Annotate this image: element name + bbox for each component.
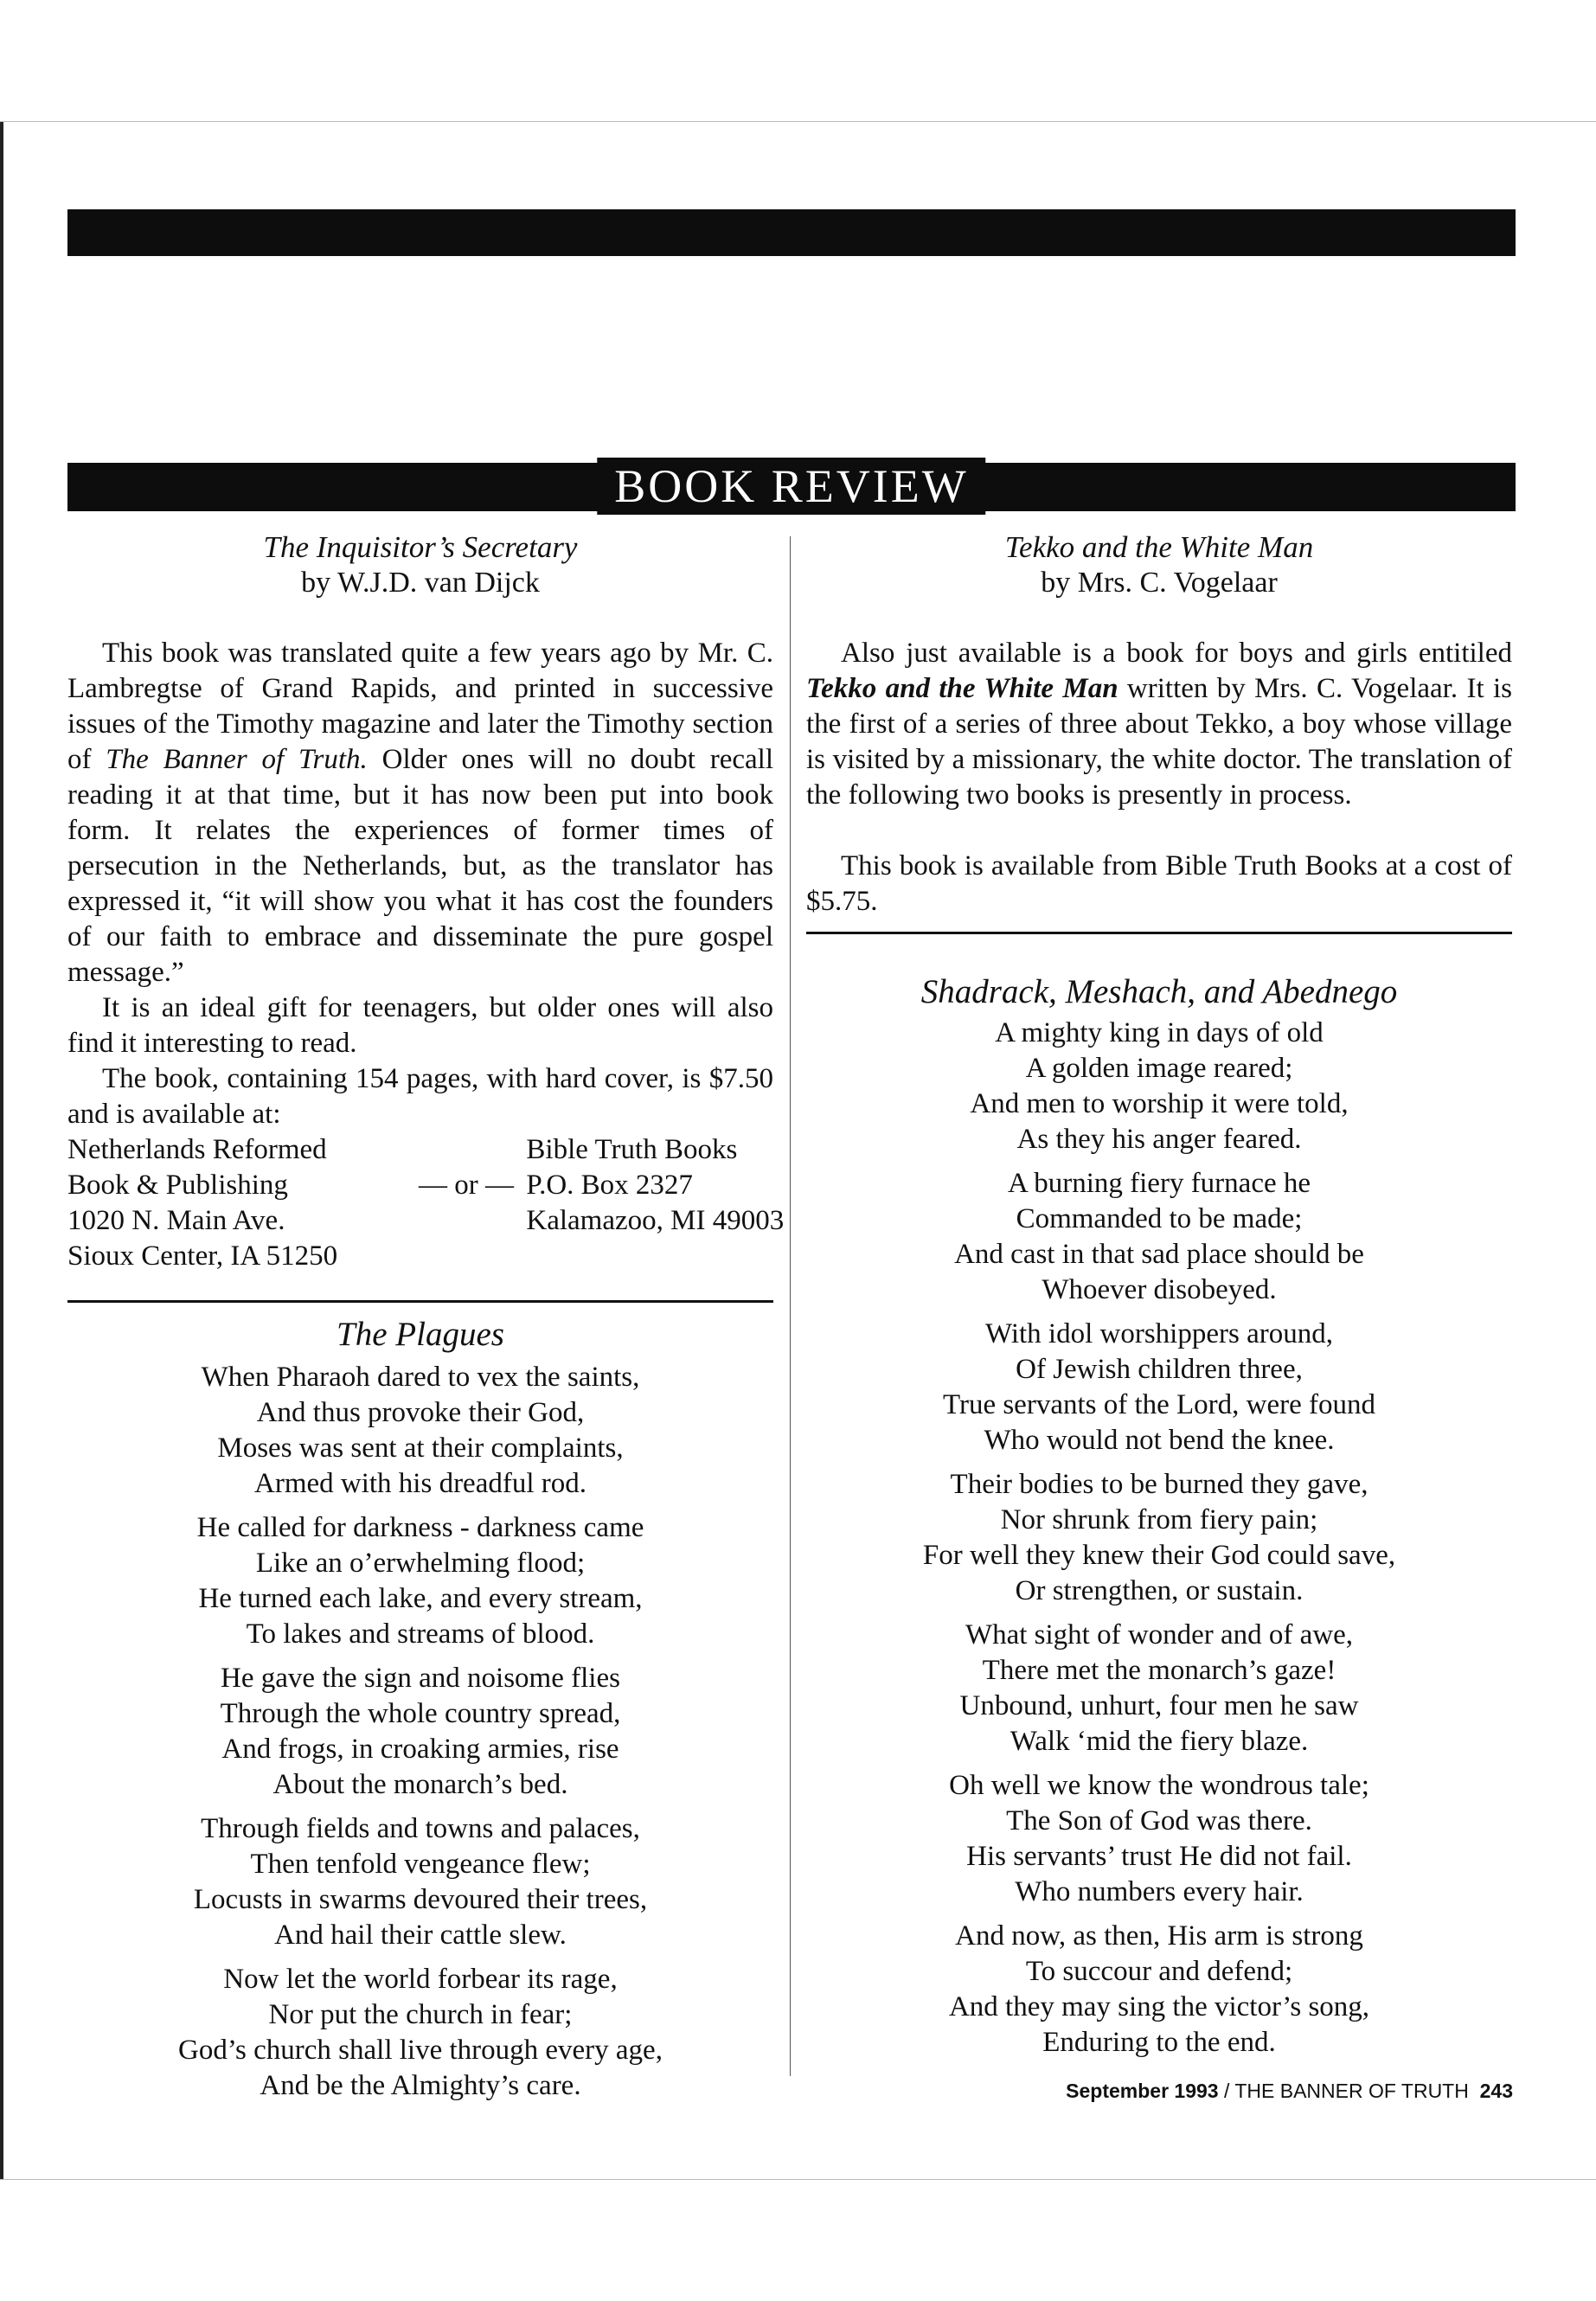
poem-line: Nor put the church in fear; bbox=[268, 1999, 573, 2030]
poem-line: Through fields and towns and palaces, bbox=[201, 1813, 640, 1844]
poem-line: Now let the world forbear its rage, bbox=[223, 1964, 618, 1995]
header-black-band bbox=[67, 209, 1516, 256]
poem-line: As they his anger feared. bbox=[1016, 1124, 1302, 1155]
poem-line: He called for darkness - darkness came bbox=[196, 1512, 644, 1543]
right-book-byline: by Mrs. C. Vogelaar bbox=[1041, 567, 1278, 599]
right-column bbox=[806, 529, 1512, 2069]
poem-line: True servants of the Lord, were found bbox=[942, 1389, 1376, 1420]
poem-line: What sight of wonder and of awe, bbox=[965, 1619, 1354, 1650]
poem-line: Locusts in swarms devoured their trees, bbox=[193, 1884, 648, 1915]
poem-line: A burning fiery furnace he bbox=[1007, 1168, 1311, 1199]
section-title: BOOK REVIEW bbox=[597, 458, 985, 515]
poem-line: And be the Almighty’s care. bbox=[260, 2070, 581, 2101]
left-book-byline: by W.J.D. van Dijck bbox=[301, 567, 540, 599]
poem-line: Commanded to be made; bbox=[1016, 1203, 1303, 1234]
poem-line: He turned each lake, and every stream, bbox=[198, 1583, 643, 1614]
poem-line: Walk ‘mid the fiery blaze. bbox=[1010, 1726, 1309, 1757]
poem-line: To succour and defend; bbox=[1025, 1956, 1293, 1987]
poem-stanza bbox=[806, 1768, 1512, 1910]
poem-line: A golden image reared; bbox=[1025, 1053, 1293, 1084]
right-review-paragraph-2: This book is available from Bible Truth Books at a cost of $5.75. bbox=[806, 850, 1512, 917]
left-review-paragraph-2: It is an ideal gift for teenagers, but older ones will also find it interesting to read. bbox=[67, 992, 773, 1059]
column-divider bbox=[790, 536, 791, 2076]
left-para1-text-end: Older ones will no doubt recall reading it at that time, but it has now been put into book form. It relates the experiences of former times of persecution in the Netherlands, but, as the translator has expressed it, “it will show you what it has cost the founders of our faith to embrace and disseminate the pure gospel message.” bbox=[67, 744, 774, 988]
poem-line: And frogs, in croaking armies, rise bbox=[221, 1734, 619, 1765]
poem-stanza bbox=[67, 1360, 773, 1502]
poem-line: And hail their cattle slew. bbox=[274, 1920, 567, 1951]
poem-line: Oh well we know the wondrous tale; bbox=[949, 1770, 1369, 1801]
poem-line: When Pharaoh dared to vex the saints, bbox=[201, 1362, 640, 1393]
left-para1-text: This book was translated quite a few years ago by Mr. C. Lambregtse of Grand Rapids, and printed in successive issues of the Timothy magazine and later the Timothy section of bbox=[67, 638, 773, 775]
poem-line: Nor shrunk from fiery pain; bbox=[1000, 1504, 1318, 1535]
poem-line: Their bodies to be burned they gave, bbox=[950, 1469, 1368, 1500]
poem-line: He gave the sign and noisome flies bbox=[221, 1663, 620, 1694]
poem-stanza bbox=[806, 1166, 1512, 1308]
address1-line: Sioux Center, IA 51250 bbox=[67, 1240, 338, 1272]
left-book-title: The Inquisitor’s Secretary bbox=[263, 530, 578, 564]
address2-line: Kalamazoo, MI 49003 bbox=[526, 1205, 785, 1236]
poem-stanza bbox=[806, 1317, 1512, 1458]
poem-line: Unbound, unhurt, four men he saw bbox=[959, 1690, 1359, 1721]
poem-line: And now, as then, His arm is strong bbox=[955, 1920, 1363, 1952]
poem-line: The Son of God was there. bbox=[1006, 1805, 1312, 1836]
page-binding-edge bbox=[0, 121, 3, 2180]
poem-line: About the monarch’s bed. bbox=[272, 1769, 568, 1800]
left-review-paragraph-3: The book, containing 154 pages, with hard cover, is $7.50 and is available at: bbox=[67, 1063, 773, 1130]
poem-stanza bbox=[67, 1510, 773, 1652]
right-para1-bold-title: Tekko and the White Man bbox=[806, 673, 1118, 704]
footer-separator: / bbox=[1218, 2080, 1235, 2102]
address1-line: Netherlands Reformed bbox=[67, 1134, 327, 1165]
poem-line: For well they knew their God could save, bbox=[922, 1540, 1396, 1571]
poem-line: Moses was sent at their complaints, bbox=[217, 1433, 624, 1464]
right-para1-text: Also just available is a book for boys and girls entitiled bbox=[841, 638, 1512, 669]
page-footer bbox=[1066, 2080, 1513, 2103]
left-para1-italic: The Banner of Truth. bbox=[106, 744, 368, 775]
poem-line: Armed with his dreadful rod. bbox=[254, 1468, 586, 1499]
poem-line: And cast in that sad place should be bbox=[954, 1239, 1364, 1270]
poem-line: Who would not bend the knee. bbox=[984, 1425, 1335, 1456]
poem-line: Then tenfold vengeance flew; bbox=[250, 1849, 591, 1880]
poem-line: And thus provoke their God, bbox=[256, 1397, 585, 1428]
poem-stanza bbox=[806, 1618, 1512, 1759]
right-book-title: Tekko and the White Man bbox=[1004, 530, 1314, 564]
left-review-paragraph-1 bbox=[67, 636, 773, 990]
page-top-edge bbox=[0, 121, 1596, 122]
right-para1-text-end: written by Mrs. C. Vogelaar. It is the first of a series of three about Tekko, a boy whose village is visited by a missionary, the white doctor. The translation of the following two books is presently in process. bbox=[806, 673, 1512, 811]
poem-line: With idol worshippers around, bbox=[985, 1318, 1333, 1349]
poem-line: A mighty king in days of old bbox=[995, 1017, 1324, 1048]
address2-line: P.O. Box 2327 bbox=[526, 1170, 693, 1201]
poem-line: Enduring to the end. bbox=[1042, 2027, 1276, 2058]
poem-line: Like an o’erwhelming flood; bbox=[255, 1548, 586, 1579]
poem-stanza bbox=[806, 1919, 1512, 2061]
poem-line: And they may sing the victor’s song, bbox=[948, 1991, 1370, 2022]
footer-page-number: 243 bbox=[1479, 2080, 1513, 2102]
poem-line: And men to worship it were told, bbox=[970, 1088, 1349, 1119]
book-review-banner bbox=[67, 460, 1516, 512]
poem-line: Or strengthen, or sustain. bbox=[1015, 1575, 1304, 1606]
poem-line: His servants’ trust He did not fail. bbox=[966, 1841, 1352, 1872]
poem-line: God’s church shall live through every age, bbox=[178, 2035, 663, 2066]
address-block bbox=[67, 1132, 785, 1274]
poem-line: Whoever disobeyed. bbox=[1042, 1274, 1277, 1305]
poem-stanza bbox=[67, 1962, 773, 2104]
poem-stanza bbox=[806, 1467, 1512, 1609]
left-column bbox=[67, 529, 785, 2112]
poem-line: Who numbers every hair. bbox=[1015, 1876, 1304, 1907]
or-separator: — or — bbox=[419, 1170, 515, 1201]
footer-publication: THE BANNER OF TRUTH bbox=[1234, 2080, 1469, 2102]
poem-line: Through the whole country spread, bbox=[220, 1698, 621, 1729]
poem-stanza bbox=[806, 1016, 1512, 1157]
poem-stanza bbox=[67, 1661, 773, 1803]
poem-line: There met the monarch’s gaze! bbox=[982, 1655, 1336, 1686]
poem-stanza bbox=[67, 1811, 773, 1953]
address1-line: Book & Publishing bbox=[67, 1170, 288, 1201]
right-review-paragraph-1 bbox=[806, 636, 1512, 813]
page-bottom-edge bbox=[0, 2179, 1596, 2180]
footer-date: September 1993 bbox=[1066, 2080, 1219, 2102]
shadrack-poem-title: Shadrack, Meshach, and Abednego bbox=[920, 973, 1398, 1010]
plagues-poem-title: The Plagues bbox=[337, 1316, 504, 1353]
address2-line: Bible Truth Books bbox=[526, 1134, 738, 1165]
poem-line: To lakes and streams of blood. bbox=[246, 1618, 595, 1650]
poem-line: Of Jewish children three, bbox=[1016, 1354, 1303, 1385]
address1-line: 1020 N. Main Ave. bbox=[67, 1205, 285, 1236]
